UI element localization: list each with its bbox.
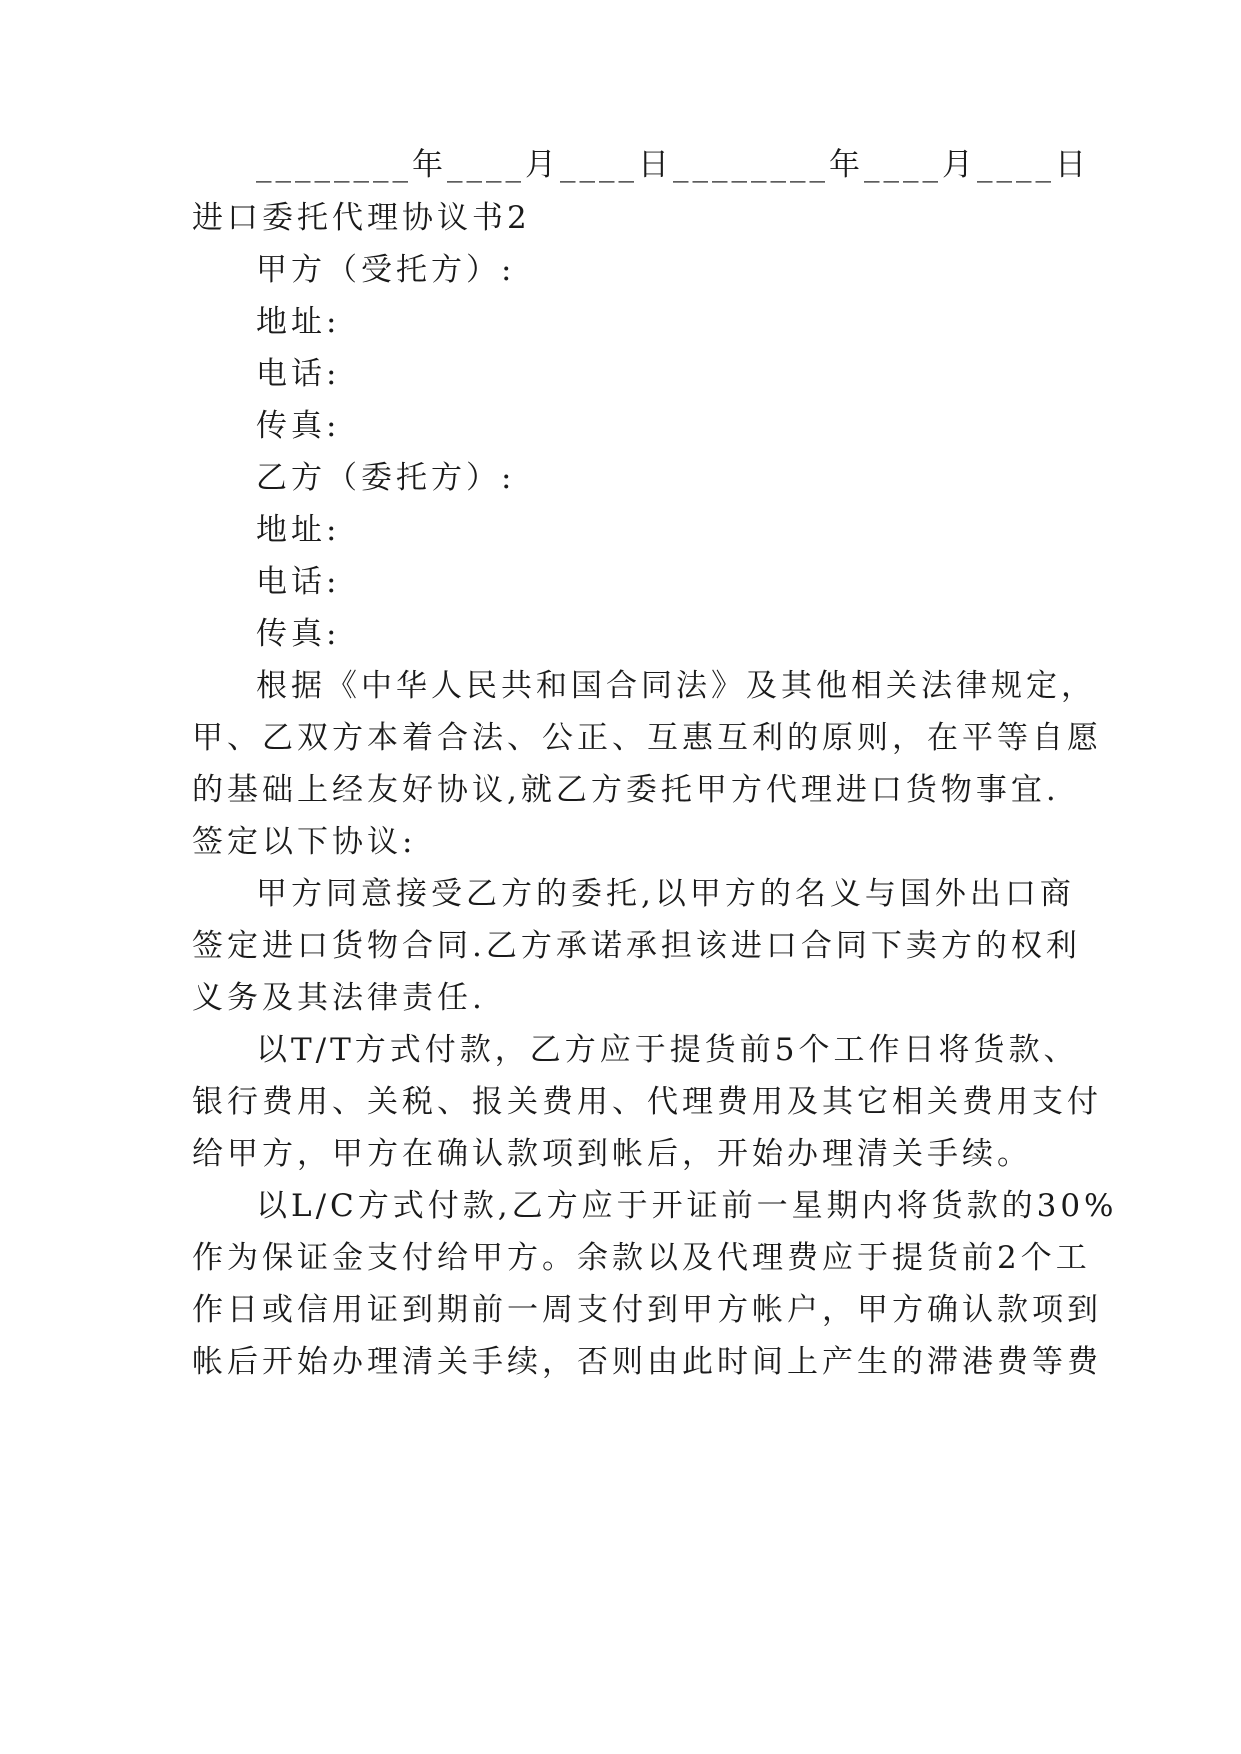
paragraph-line: 的基础上经友好协议,就乙方委托甲方代理进口货物事宜. bbox=[192, 772, 1060, 808]
paragraph-line: 签定以下协议: bbox=[192, 824, 417, 860]
party-b-fax: 传真: bbox=[256, 616, 341, 652]
document-title: 进口委托代理协议书2 bbox=[192, 200, 531, 236]
paragraph-line: 签定进口货物合同.乙方承诺承担该进口合同下卖方的权利 bbox=[192, 928, 1081, 964]
paragraph-line: 帐后开始办理清关手续，否则由此时间上产生的滞港费等费 bbox=[192, 1344, 1102, 1380]
paragraph-line: 作为保证金支付给甲方。余款以及代理费应于提货前2个工 bbox=[192, 1240, 1091, 1276]
party-b-address: 地址: bbox=[256, 512, 341, 548]
paragraph-line: 给甲方，甲方在确认款项到帐后，开始办理清关手续。 bbox=[192, 1136, 1032, 1172]
paragraph-line: 作日或信用证到期前一周支付到甲方帐户，甲方确认款项到 bbox=[192, 1292, 1102, 1328]
party-a-phone: 电话: bbox=[256, 356, 341, 392]
paragraph-line: 银行费用、关税、报关费用、代理费用及其它相关费用支付 bbox=[192, 1084, 1102, 1120]
party-b-phone: 电话: bbox=[256, 564, 341, 600]
paragraph-line: 义务及其法律责任. bbox=[192, 980, 486, 1016]
party-a-fax: 传真: bbox=[256, 408, 341, 444]
paragraph-line: 甲、乙双方本着合法、公正、互惠互利的原则，在平等自愿 bbox=[192, 720, 1102, 756]
party-a-label: 甲方（受托方）: bbox=[256, 252, 516, 288]
party-a-address: 地址: bbox=[256, 304, 341, 340]
date-line: ________年____月____日________年____月____日 bbox=[256, 147, 1090, 183]
paragraph-line: 甲方同意接受乙方的委托,以甲方的名义与国外出口商 bbox=[256, 876, 1075, 912]
paragraph-line: 以L/C方式付款,乙方应于开证前一星期内将货款的30% bbox=[256, 1188, 1118, 1224]
paragraph-line: 根据《中华人民共和国合同法》及其他相关法律规定， bbox=[256, 668, 1096, 704]
party-b-label: 乙方（委托方）: bbox=[256, 460, 516, 496]
paragraph-line: 以T/T方式付款，乙方应于提货前5个工作日将货款、 bbox=[256, 1032, 1079, 1068]
